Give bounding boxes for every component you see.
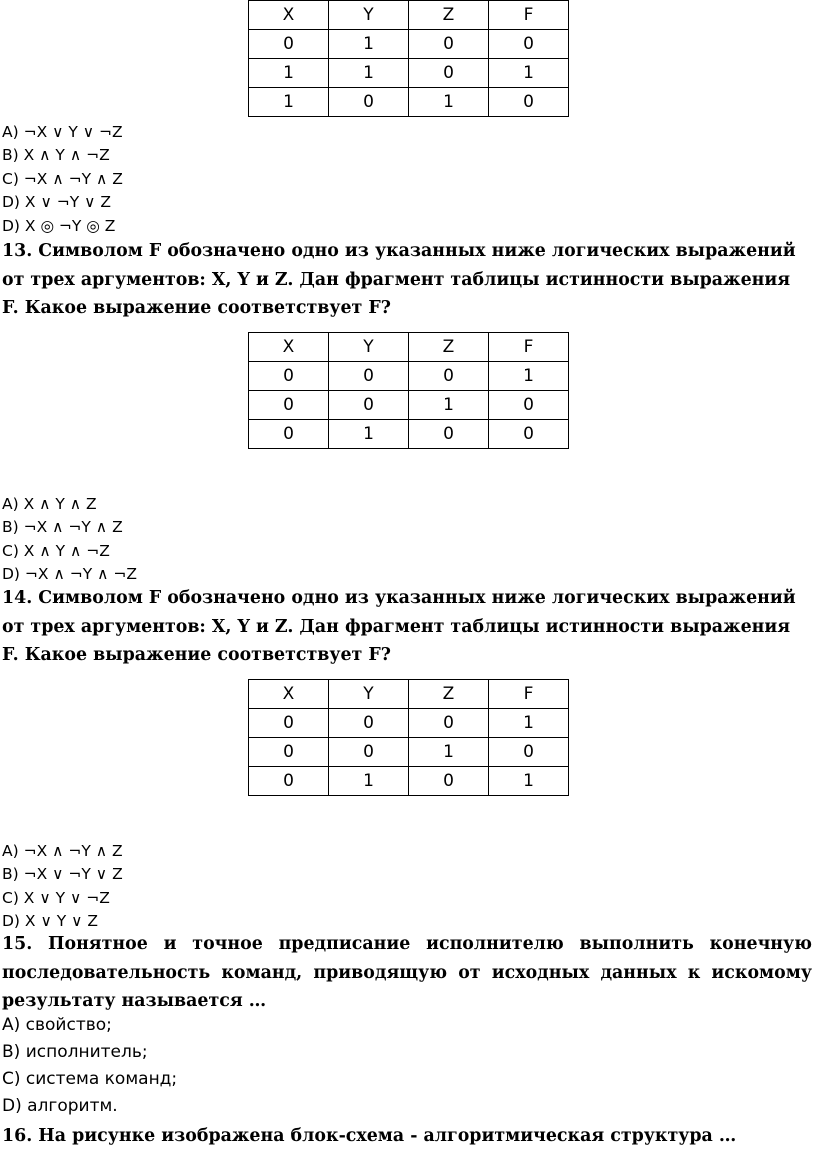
table-cell: Z <box>409 680 489 709</box>
table-header-row <box>249 1 569 30</box>
answer-option: D) ¬X ∧ ¬Y ∧ ¬Z <box>2 565 137 584</box>
table-cell: F <box>489 1 569 30</box>
table-cell: 0 <box>409 59 489 88</box>
table-cell: 0 <box>249 362 329 391</box>
table-cell: 0 <box>249 30 329 59</box>
truth-table-14 <box>248 679 569 796</box>
table-cell: 0 <box>489 391 569 420</box>
question-13: 13. Символом F обозначено одно из указанных ниже логических выражений от трех аргументов: X, Y и Z. Дан фрагмент таблицы истинности выражения F. Какое выражение соответствует F? <box>2 241 796 318</box>
table-cell: Y <box>329 333 409 362</box>
answer-option: A) X ∧ Y ∧ Z <box>2 495 97 513</box>
question-16: 16. На рисунке изображена блок-схема - алгоритмическая структура … <box>2 1126 737 1146</box>
table-cell: 0 <box>489 88 569 117</box>
table-cell: 0 <box>489 30 569 59</box>
table-cell: 1 <box>329 420 409 449</box>
truth-table-1 <box>248 0 569 117</box>
table-cell: 1 <box>489 709 569 738</box>
table-cell: Y <box>329 1 409 30</box>
answer-option: C) X ∨ Y ∨ ¬Z <box>2 888 110 907</box>
table-cell: 1 <box>409 391 489 420</box>
table-cell: 0 <box>329 362 409 391</box>
table-cell: Z <box>409 333 489 362</box>
table-row <box>249 709 569 738</box>
table-cell: 1 <box>489 362 569 391</box>
table-cell: Z <box>409 1 489 30</box>
table-cell: 1 <box>249 59 329 88</box>
table-cell: 1 <box>409 738 489 767</box>
answer-options-14 <box>2 840 123 934</box>
table-cell: 0 <box>409 30 489 59</box>
table-row <box>249 88 569 117</box>
table-cell: X <box>249 1 329 30</box>
answer-option: C) X ∧ Y ∧ ¬Z <box>2 541 110 560</box>
answer-option: C) система команд; <box>2 1069 178 1089</box>
table-cell: 0 <box>329 709 409 738</box>
table-cell: 0 <box>329 88 409 117</box>
answer-options-15 <box>2 1012 177 1120</box>
table-cell: F <box>489 333 569 362</box>
table-cell: 1 <box>329 30 409 59</box>
table-cell: 0 <box>329 738 409 767</box>
answer-option: B) исполнитель; <box>2 1042 148 1062</box>
table-cell: X <box>249 333 329 362</box>
question-15: 15. Понятное и точное предписание исполнителю выполнить конечную последовательность команд, приводящую от исходных данных к искомому результату называется … <box>2 934 812 1011</box>
answer-option: D) алгоритм. <box>2 1096 118 1116</box>
answer-option: B) ¬X ∨ ¬Y ∨ Z <box>2 865 123 884</box>
table-row <box>249 391 569 420</box>
answer-option: A) свойство; <box>2 1015 112 1035</box>
answer-option: B) ¬X ∧ ¬Y ∧ Z <box>2 518 123 537</box>
table-cell: 1 <box>329 59 409 88</box>
table-cell: X <box>249 680 329 709</box>
answer-option: D) X ∨ Y ∨ Z <box>2 912 99 931</box>
table-cell: F <box>489 680 569 709</box>
answer-option: D) X ◎ ¬Y ◎ Z <box>2 216 116 235</box>
answer-option: B) X ∧ Y ∧ ¬Z <box>2 146 110 165</box>
table-cell: 0 <box>249 420 329 449</box>
answer-option: A) ¬X ∨ Y ∨ ¬Z <box>2 123 123 141</box>
truth-table-13 <box>248 332 569 449</box>
table-row <box>249 767 569 796</box>
table-header-row <box>249 333 569 362</box>
answer-options-13 <box>2 493 137 587</box>
table-row <box>249 738 569 767</box>
answer-option: C) ¬X ∧ ¬Y ∧ Z <box>2 169 123 188</box>
table-cell: 0 <box>329 391 409 420</box>
table-row <box>249 30 569 59</box>
table-cell: 0 <box>489 420 569 449</box>
table-row <box>249 420 569 449</box>
table-cell: 0 <box>409 709 489 738</box>
table-cell: 1 <box>489 767 569 796</box>
table-cell: 0 <box>409 767 489 796</box>
table-row <box>249 59 569 88</box>
table-cell: 0 <box>489 738 569 767</box>
table-cell: 0 <box>249 709 329 738</box>
table-cell: 0 <box>249 391 329 420</box>
table-cell: Y <box>329 680 409 709</box>
answer-option: A) ¬X ∧ ¬Y ∧ Z <box>2 842 123 860</box>
table-cell: 1 <box>329 767 409 796</box>
answer-option: D) X ∨ ¬Y ∨ Z <box>2 193 111 212</box>
table-row <box>249 362 569 391</box>
question-14: 14. Символом F обозначено одно из указанных ниже логических выражений от трех аргументов: X, Y и Z. Дан фрагмент таблицы истинности выражения F. Какое выражение соответствует F? <box>2 588 796 665</box>
table-cell: 0 <box>409 420 489 449</box>
table-header-row <box>249 680 569 709</box>
table-cell: 0 <box>249 767 329 796</box>
answer-options-12 <box>2 121 123 238</box>
table-cell: 1 <box>249 88 329 117</box>
table-cell: 1 <box>489 59 569 88</box>
table-cell: 0 <box>249 738 329 767</box>
table-cell: 0 <box>409 362 489 391</box>
table-cell: 1 <box>409 88 489 117</box>
